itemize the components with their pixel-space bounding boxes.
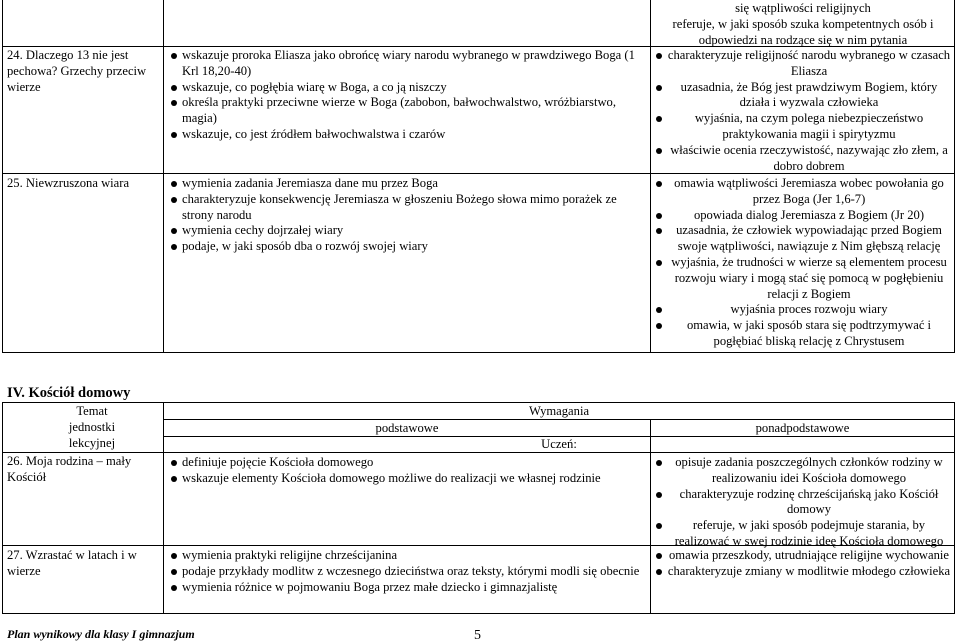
extended-27	[655, 548, 951, 580]
table-border	[2, 402, 3, 614]
extended-26	[655, 455, 951, 550]
list-item: charakteryzuje zmiany w modlitwie młodego człowieka	[655, 564, 951, 580]
continuation-line: się wątpliwości religijnych	[735, 1, 871, 15]
table-border	[163, 0, 164, 353]
list-item: referuje, w jaki sposób podejmuje starania, by realizować w swej rodzinie ideę Kościoła domowego	[655, 518, 951, 550]
list-item: uzasadnia, że człowiek wypowiadając przed Bogiem swoje wątpliwości, nawiązuje z Nim głębszą relację	[655, 223, 951, 255]
table-border	[2, 0, 3, 353]
list-item: określa praktyki przeciwne wierze w Boga (zabobon, bałwochwalstwo, wróżbiarstwo, magia)	[170, 95, 646, 127]
list-item: wyjaśnia, na czym polega niebezpieczeństwo praktykowania magii i spirytyzmu	[655, 111, 951, 143]
topic-26: 26. Moja rodzina – mały Kościół	[7, 454, 132, 484]
basic-27	[170, 548, 646, 595]
continuation-line: referuje, w jaki sposób szuka kompetentnych osób i odpowiedzi na rodzące się w nim pytania	[672, 16, 934, 47]
table-bottom	[2, 613, 955, 614]
extended-24	[655, 48, 951, 174]
list-item: wymienia praktyki religijne chrześcijanina	[170, 548, 646, 564]
list-item: omawia, w jaki sposób stara się podtrzymywać i pogłębiać bliską relację z Chrystusem	[655, 318, 951, 350]
list-item: uzasadnia, że Bóg jest prawdziwym Bogiem, który działa i wyzwala człowieka	[655, 80, 951, 112]
list-item: omawia przeszkody, utrudniające religijne wychowanie	[655, 548, 951, 564]
continuation-right	[655, 1, 951, 48]
requirements-header: Wymagania	[528, 404, 590, 418]
list-item: podaje przykłady modlitw z wczesnego dzieciństwa oraz teksty, którymi modli się obecnie	[170, 564, 646, 580]
list-item: wymienia cechy dojrzałej wiary	[170, 223, 646, 239]
list-item: właściwie ocenia rzeczywistość, nazywając zło złem, a dobro dobrem	[655, 143, 951, 175]
list-item: definiuje pojęcie Kościoła domowego	[170, 455, 646, 471]
list-item: omawia wątpliwości Jeremiasza wobec powołania go przez Boga (Jer 1,6-7)	[655, 176, 951, 208]
topic-27: 27. Wzrastać w latach i w wierze	[7, 548, 137, 578]
section-heading: IV. Kościół domowy	[7, 385, 131, 401]
page-number: 5	[474, 628, 481, 643]
table-border	[954, 402, 955, 614]
list-item: wskazuje, co pogłębia wiarę w Boga, a co ją niszczy	[170, 80, 646, 96]
basic-25	[170, 176, 646, 255]
list-item: wskazuje proroka Eliasza jako obrońcę wiary narodu wybranego w prawdziwego Boga (1 Krl 18,20-40)	[170, 48, 646, 80]
student-header: Uczeń:	[541, 437, 577, 451]
table-top	[2, 402, 955, 403]
extended-25	[655, 176, 951, 350]
list-item: podaje, w jaki sposób dba o rozwój swojej wiary	[170, 239, 646, 255]
basic-26	[170, 455, 646, 487]
list-item: charakteryzuje religijność narodu wybranego w czasach Eliasza	[655, 48, 951, 80]
basic-header: podstawowe	[375, 421, 439, 435]
list-item: wymienia zadania Jeremiasza dane mu przez Boga	[170, 176, 646, 192]
list-item: wskazuje elementy Kościoła domowego możliwe do realizacji we własnej rodzinie	[170, 471, 646, 487]
list-item: wyjaśnia proces rozwoju wiary	[655, 302, 951, 318]
footer-title: Plan wynikowy dla klasy I gimnazjum	[7, 627, 195, 641]
basic-24	[170, 48, 646, 143]
topic-header: Temat jednostki lekcyjnej	[68, 404, 116, 450]
list-item: wymienia różnice w pojmowaniu Boga przez małe dziecko i gimnazjalistę	[170, 580, 646, 596]
topic-24: 24. Dlaczego 13 nie jest pechowa? Grzechy przeciw wierze	[7, 48, 147, 94]
extended-header: ponadpodstawowe	[755, 421, 850, 435]
list-item: charakteryzuje konsekwencję Jeremiasza w głoszeniu Bożego słowa mimo porażek ze strony narodu	[170, 192, 646, 224]
list-item: wskazuje, co jest źródłem bałwochwalstwa i czarów	[170, 127, 646, 143]
list-item: opowiada dialog Jeremiasza z Bogiem (Jr 20)	[655, 208, 951, 224]
topic-25: 25. Niewzruszona wiara	[7, 176, 130, 190]
table-bottom	[2, 352, 955, 353]
list-item: wyjaśnia, że trudności w wierze są elementem procesu rozwoju wiary i mogą stać się pomocą w pogłębieniu relacji z Bogiem	[655, 255, 951, 302]
table-border	[954, 0, 955, 353]
list-item: opisuje zadania poszczególnych członków rodziny w realizowaniu idei Kościoła domowego	[655, 455, 951, 487]
table-border	[650, 0, 651, 353]
list-item: charakteryzuje rodzinę chrześcijańską jako Kościół domowy	[655, 487, 951, 519]
